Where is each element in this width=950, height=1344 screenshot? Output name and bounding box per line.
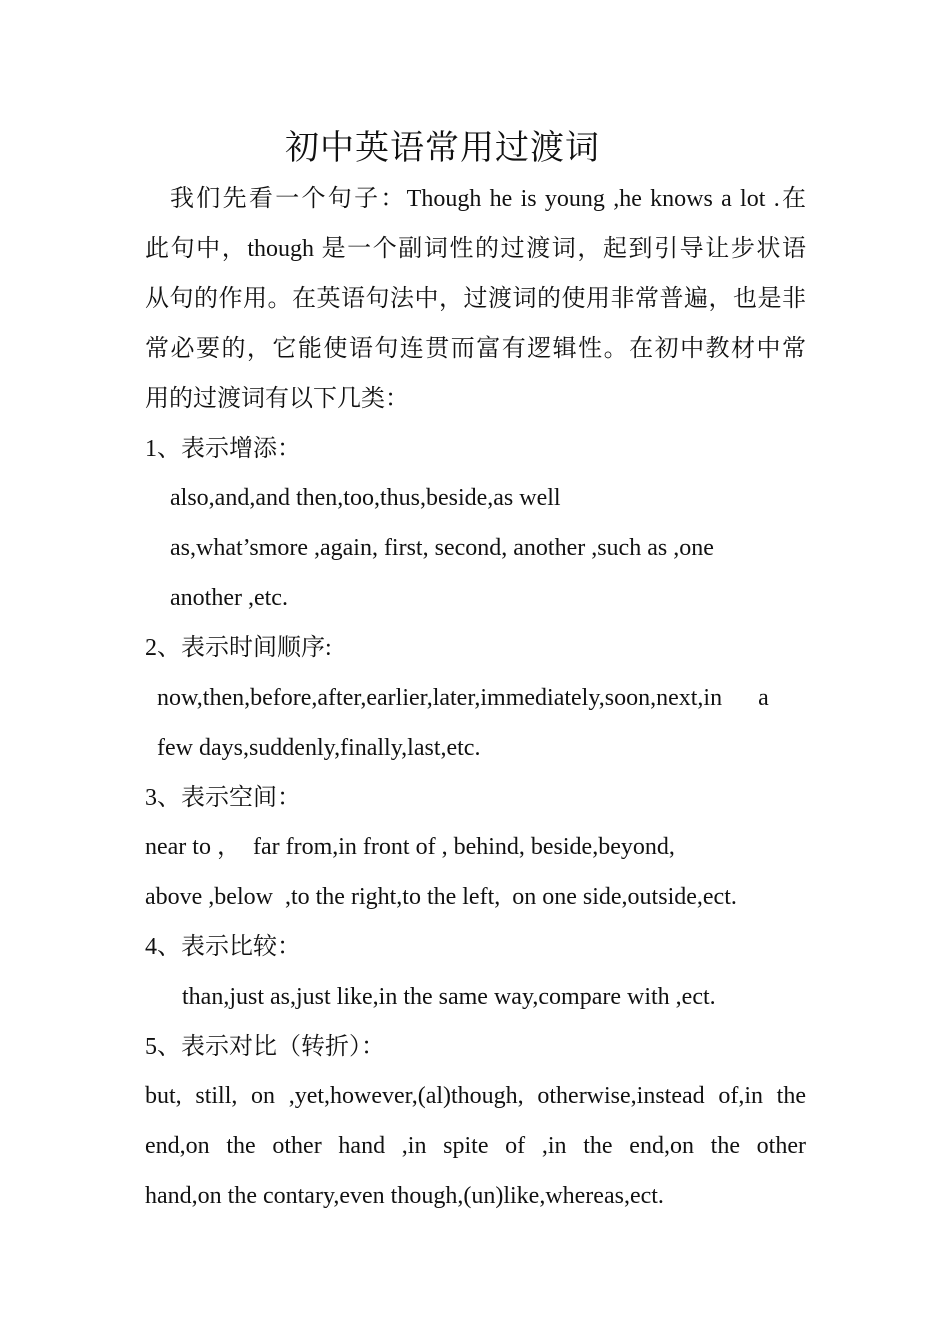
section-5-line-1: but, still, on ,yet,however,(al)though, otherwise,instead of,in the (145, 1083, 806, 1109)
intro-line-1: 我们先看一个句子：Though he is young ,he knows a lot .在 (170, 186, 806, 212)
section-5-heading: 5、表示对比（转折）： (145, 1034, 385, 1060)
section-3-line-1: near to ， far from,in front of , behind, beside,beyond, (145, 834, 675, 860)
section-2-heading: 2、表示时间顺序: (145, 635, 332, 661)
intro-line-2: 此句中，though 是一个副词性的过渡词，起到引导让步状语 (145, 236, 806, 262)
section-2-line-2: few days,suddenly,finally,last,etc. (157, 735, 481, 761)
section-4-heading: 4、表示比较： (145, 934, 301, 960)
intro-line-3: 从句的作用。在英语句法中，过渡词的使用非常普遍，也是非 (145, 286, 806, 312)
section-5-line-2: end,on the other hand ,in spite of ,in the end,on the other (145, 1133, 806, 1159)
section-1-line-2: as,what’smore ,again, first, second, another ,such as ,one (170, 535, 714, 561)
section-4-line-1: than,just as,just like,in the same way,compare with ,ect. (182, 984, 716, 1010)
section-5-line-3: hand,on the contary,even though,(un)like,whereas,ect. (145, 1183, 664, 1209)
section-2-line-1-text: now,then,before,after,earlier,later,immediately,soon,next,in a (157, 685, 769, 711)
section-3-heading: 3、表示空间： (145, 785, 301, 811)
section-2-line-1 (157, 680, 806, 716)
section-1-line-1: also,and,and then,too,thus,beside,as well (170, 485, 561, 511)
section-1-line-3: another ,etc. (170, 585, 288, 611)
intro-line-5: 用的过渡词有以下几类： (145, 386, 409, 412)
section-1-heading: 1、表示增添： (145, 436, 301, 462)
section-3-line-2: above ,below ,to the right,to the left, on one side,outside,ect. (145, 884, 737, 910)
document-title: 初中英语常用过渡词 (285, 130, 600, 167)
intro-line-4: 常必要的，它能使语句连贯而富有逻辑性。在初中教材中常 (145, 336, 806, 362)
